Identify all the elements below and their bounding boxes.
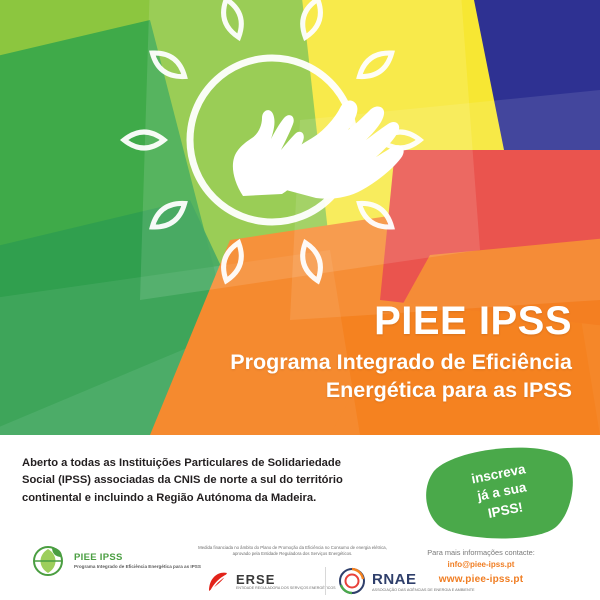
contact-website[interactable]: www.piee-ipss.pt [438, 573, 524, 585]
logo-rnae [325, 567, 475, 595]
globe-leaf-icon [28, 541, 68, 581]
erse-mark-icon [205, 569, 231, 595]
signup-badge[interactable] [426, 445, 578, 540]
logo-piee [28, 541, 201, 581]
logo-rnae-tagline: ASSOCIAÇÃO DAS AGÊNCIAS DE ENERGIA E AMBIENTE [372, 587, 475, 592]
footer-logos [0, 537, 600, 600]
logo-piee-tagline: Programa Integrado de Eficiência Energética para as IPSS [74, 563, 201, 569]
badge-line-1: inscreva [470, 461, 527, 487]
logo-rnae-words [372, 571, 475, 592]
logo-piee-name: PIEE IPSS [74, 552, 123, 564]
logo-erse-words [236, 573, 336, 591]
logo-erse [205, 569, 336, 595]
logo-erse-tagline: ENTIDADE REGULADORA DOS SERVIÇOS ENERGÉTICOS [236, 586, 336, 591]
page-subtitle-line1: Programa Integrado de Eficiência [230, 350, 572, 374]
rnae-mark-icon [338, 567, 366, 595]
title-block [102, 300, 572, 405]
badge-line-2: já a sua [476, 479, 528, 504]
footer-disclaimer: Medida financiada no âmbito do Plano de Promoção da Eficiência no Consumo de energia elétrica, aprovado pela Entidade Reguladora dos Serviços Energéticos. [198, 545, 387, 557]
body-paragraph: Aberto a todas as Instituições Particulares de Solidariedade Social (IPSS) associadas da CNIS de norte a sul do território continental e incluindo a Região Autónoma da Madeira. [22, 457, 343, 504]
contact-email[interactable]: info@piee-ipss.pt [447, 559, 515, 569]
contact-label: Para mais informações contacte: [427, 548, 535, 557]
page-subtitle-line2: Energética para as IPSS [325, 378, 572, 403]
logo-erse-name: ERSE [236, 571, 276, 587]
page-title: PIEE IPSS [374, 299, 572, 343]
logo-rnae-name: RNAE [372, 570, 417, 588]
badge-line-3: IPSS! [486, 499, 525, 521]
logo-piee-words [74, 553, 201, 569]
